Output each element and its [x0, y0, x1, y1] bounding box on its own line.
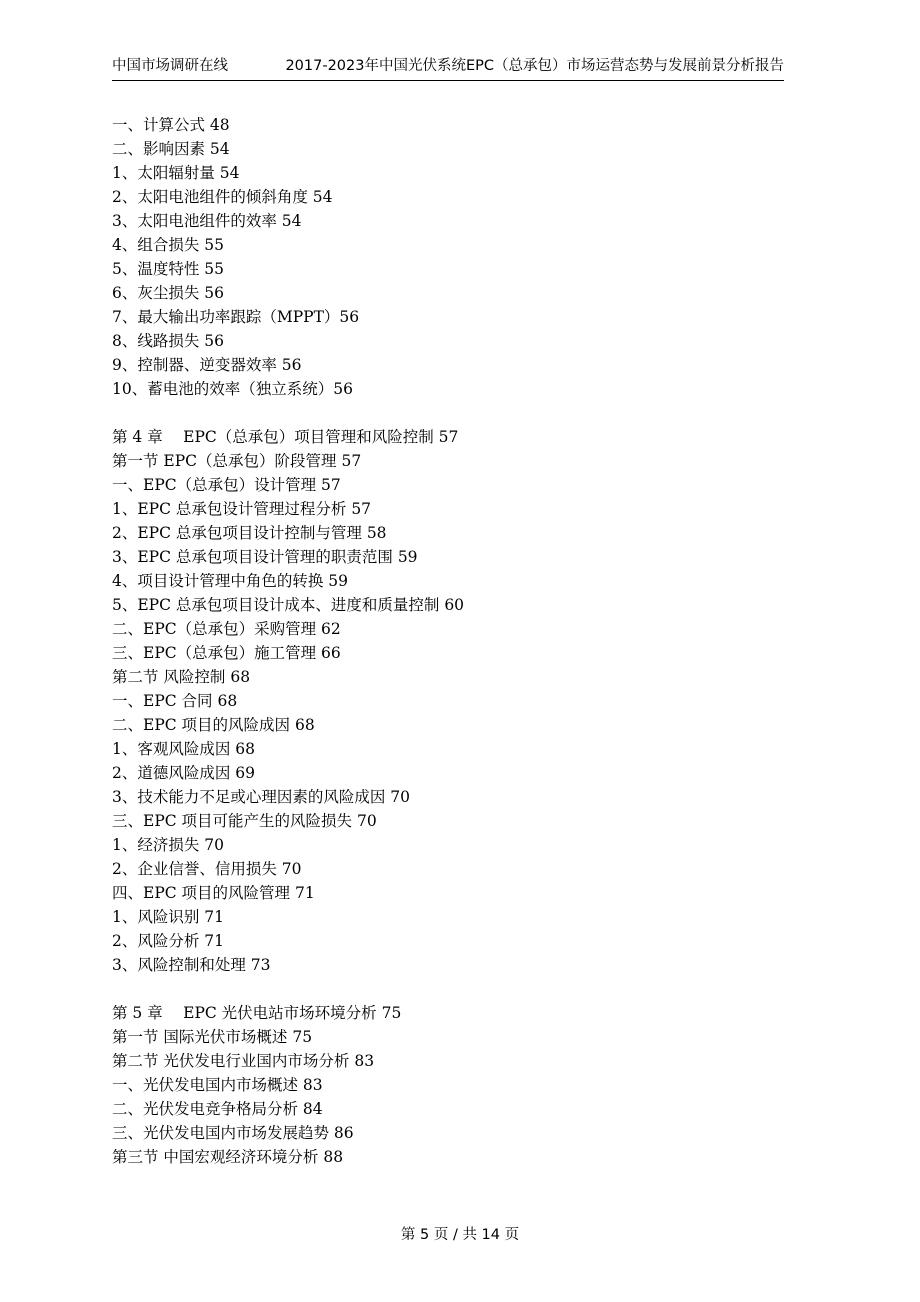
toc-entry[interactable]: 三、EPC（总承包）施工管理 66 — [112, 644, 341, 662]
toc-entry[interactable]: 7、最大输出功率跟踪（MPPT）56 — [112, 308, 360, 326]
toc-entry[interactable]: 2、风险分析 71 — [112, 932, 225, 950]
page-footer — [0, 1225, 920, 1245]
toc-entry[interactable]: 3、太阳电池组件的效率 54 — [112, 212, 302, 230]
page-header — [112, 56, 784, 81]
toc-entry[interactable]: 二、EPC（总承包）采购管理 62 — [112, 620, 341, 638]
toc-spacer — [112, 977, 812, 1001]
toc-entry[interactable]: 1、太阳辐射量 54 — [112, 164, 240, 182]
toc-entry[interactable]: 2、太阳电池组件的倾斜角度 54 — [112, 188, 333, 206]
toc-entry[interactable]: 2、道德风险成因 69 — [112, 764, 256, 782]
toc-entry[interactable]: 二、影响因素 54 — [112, 140, 230, 158]
toc-entry[interactable]: 三、EPC 项目可能产生的风险损失 70 — [112, 812, 377, 830]
table-of-contents — [112, 113, 812, 1169]
toc-entry[interactable]: 第一节 EPC（总承包）阶段管理 57 — [112, 452, 362, 470]
toc-entry[interactable]: 2、企业信誉、信用损失 70 — [112, 860, 302, 878]
toc-entry[interactable]: 第 5 章 EPC 光伏电站市场环境分析 75 — [112, 1004, 402, 1022]
toc-spacer — [112, 401, 812, 425]
toc-entry[interactable]: 4、组合损失 55 — [112, 236, 225, 254]
toc-entry[interactable]: 3、技术能力不足或心理因素的风险成因 70 — [112, 788, 411, 806]
toc-entry[interactable]: 1、经济损失 70 — [112, 836, 225, 854]
toc-entry[interactable]: 5、温度特性 55 — [112, 260, 225, 278]
toc-entry[interactable]: 第二节 风险控制 68 — [112, 668, 251, 686]
header-site-name: 中国市场调研在线 — [112, 58, 228, 74]
toc-entry[interactable]: 3、风险控制和处理 73 — [112, 956, 271, 974]
toc-entry[interactable]: 一、EPC 合同 68 — [112, 692, 238, 710]
toc-entry[interactable]: 二、EPC 项目的风险成因 68 — [112, 716, 315, 734]
toc-entry[interactable]: 10、蓄电池的效率（独立系统）56 — [112, 380, 353, 398]
toc-entry[interactable]: 三、光伏发电国内市场发展趋势 86 — [112, 1124, 354, 1142]
toc-entry[interactable]: 3、EPC 总承包项目设计管理的职责范围 59 — [112, 548, 418, 566]
toc-entry[interactable]: 4、项目设计管理中角色的转换 59 — [112, 572, 349, 590]
toc-entry[interactable]: 第二节 光伏发电行业国内市场分析 83 — [112, 1052, 375, 1070]
toc-entry[interactable]: 8、线路损失 56 — [112, 332, 225, 350]
page-number: 第 5 页 / 共 14 页 — [400, 1227, 520, 1243]
toc-entry[interactable]: 一、光伏发电国内市场概述 83 — [112, 1076, 323, 1094]
header-report-title: 2017-2023年中国光伏系统EPC（总承包）市场运营态势与发展前景分析报告 — [285, 58, 784, 74]
toc-entry[interactable]: 5、EPC 总承包项目设计成本、进度和质量控制 60 — [112, 596, 465, 614]
toc-entry[interactable]: 1、风险识别 71 — [112, 908, 225, 926]
toc-entry[interactable]: 2、EPC 总承包项目设计控制与管理 58 — [112, 524, 387, 542]
toc-entry[interactable]: 1、客观风险成因 68 — [112, 740, 256, 758]
toc-entry[interactable]: 第 4 章 EPC（总承包）项目管理和风险控制 57 — [112, 428, 459, 446]
toc-entry[interactable]: 一、计算公式 48 — [112, 116, 230, 134]
toc-entry[interactable]: 6、灰尘损失 56 — [112, 284, 225, 302]
toc-entry[interactable]: 9、控制器、逆变器效率 56 — [112, 356, 302, 374]
toc-entry[interactable]: 第一节 国际光伏市场概述 75 — [112, 1028, 313, 1046]
toc-entry[interactable]: 1、EPC 总承包设计管理过程分析 57 — [112, 500, 372, 518]
toc-entry[interactable]: 一、EPC（总承包）设计管理 57 — [112, 476, 341, 494]
toc-entry[interactable]: 二、光伏发电竞争格局分析 84 — [112, 1100, 323, 1118]
toc-entry[interactable]: 四、EPC 项目的风险管理 71 — [112, 884, 315, 902]
toc-entry[interactable]: 第三节 中国宏观经济环境分析 88 — [112, 1148, 344, 1166]
